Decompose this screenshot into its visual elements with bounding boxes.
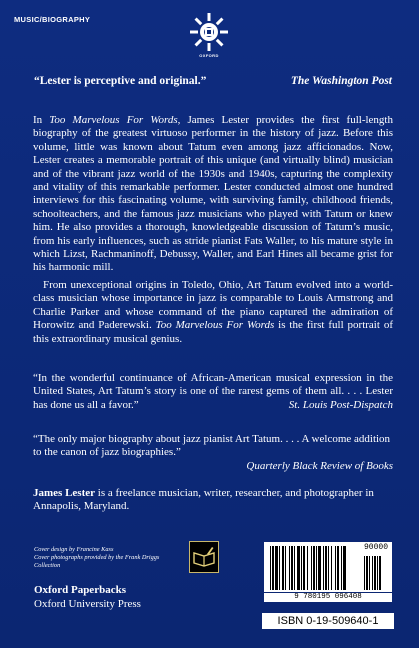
quote-source: St. Louis Post-Dispatch <box>288 398 393 411</box>
book-title-inline: Too Marvelous For Words, <box>49 114 181 126</box>
review-quote-post-dispatch <box>33 372 393 412</box>
cover-credits <box>34 546 174 571</box>
quote-source: Quarterly Black Review of Books <box>246 459 393 472</box>
top-quote-text: “Lester is perceptive and original.” <box>34 75 207 87</box>
oxford-logo-icon <box>187 10 231 54</box>
top-review-quote <box>34 75 392 87</box>
quote-text: “In the wonderful continuance of African-American musical expression in the United States, Art Tatum’s story is one of the rarest gems of them all. . . . Lester has done us all a favor.” <box>33 372 393 411</box>
credit-design: Cover design by Francine Kass <box>34 546 114 553</box>
book-description <box>33 114 393 346</box>
publisher-name: Oxford University Press <box>34 597 141 610</box>
price-code: 90000 <box>363 543 388 552</box>
author-bio-text: is a freelance musician, writer, researcher, and photographer in Annapolis, Maryland. <box>33 487 374 513</box>
top-quote-source: The Washington Post <box>290 75 392 87</box>
review-quote-black-review <box>33 433 393 473</box>
publisher-imprint: Oxford Paperbacks <box>34 584 126 596</box>
barcode <box>264 542 392 592</box>
barcode-digits: 9 780195 096408 <box>264 593 392 602</box>
author-name: James Lester <box>33 487 96 499</box>
description-paragraph-1: In Too Marvelous For Words, James Lester provides the first full-length biography of the greatest virtuoso performer in the history of jazz. Before this volume, little was known about Tatum even among jazz afficionados. Now, Lester creates a memorable portrait of this unique (and virtually blind) musician and of the vibrant jazz world of the 1930s and 1940s, capturing the complexity and vitality of this remarkable performer. Lester conducted almost one hundred interviews for this fascinating volume, with surviving family, childhood friends, schoolteachers, and the famous jazz musicians who played with Tatum or knew him. He also provides a thorough, knowledgeable discussion of Tatum’s music, from his early influences, such as stride pianist Fats Waller, to his mature style in which Lizst, Rachmaninoff, Debussy, Waller, and Earl Hines all became grist for his harmonic mill. <box>33 114 393 274</box>
logo-wordmark: OXFORD <box>199 53 219 58</box>
author-bio <box>33 487 393 514</box>
isbn-label: ISBN 0-19-509640-1 <box>262 613 394 629</box>
category-label: MUSIC/BIOGRAPHY <box>14 15 91 24</box>
book-title-inline: Too Marvelous For Words <box>155 319 275 332</box>
publisher-block <box>34 584 194 611</box>
open-book-icon <box>189 541 219 573</box>
credit-photos: Cover photographs provided by the Frank Driggs Collection <box>34 554 160 570</box>
description-paragraph-2: From unexceptional origins in Toledo, Ohio, Art Tatum evolved into a world-class musician whose importance in jazz is comparable to Louis Armstrong and Charlie Parker and whose command of the piano captured the admiration of Horowitz and Paderewski. Too Marvelous For Words is the first full portrait of this extraordinary musical genius. <box>33 278 393 345</box>
quote-text: “The only major biography about jazz pianist Art Tatum. . . . A welcome addition to the canon of jazz biographies.” <box>33 433 391 459</box>
